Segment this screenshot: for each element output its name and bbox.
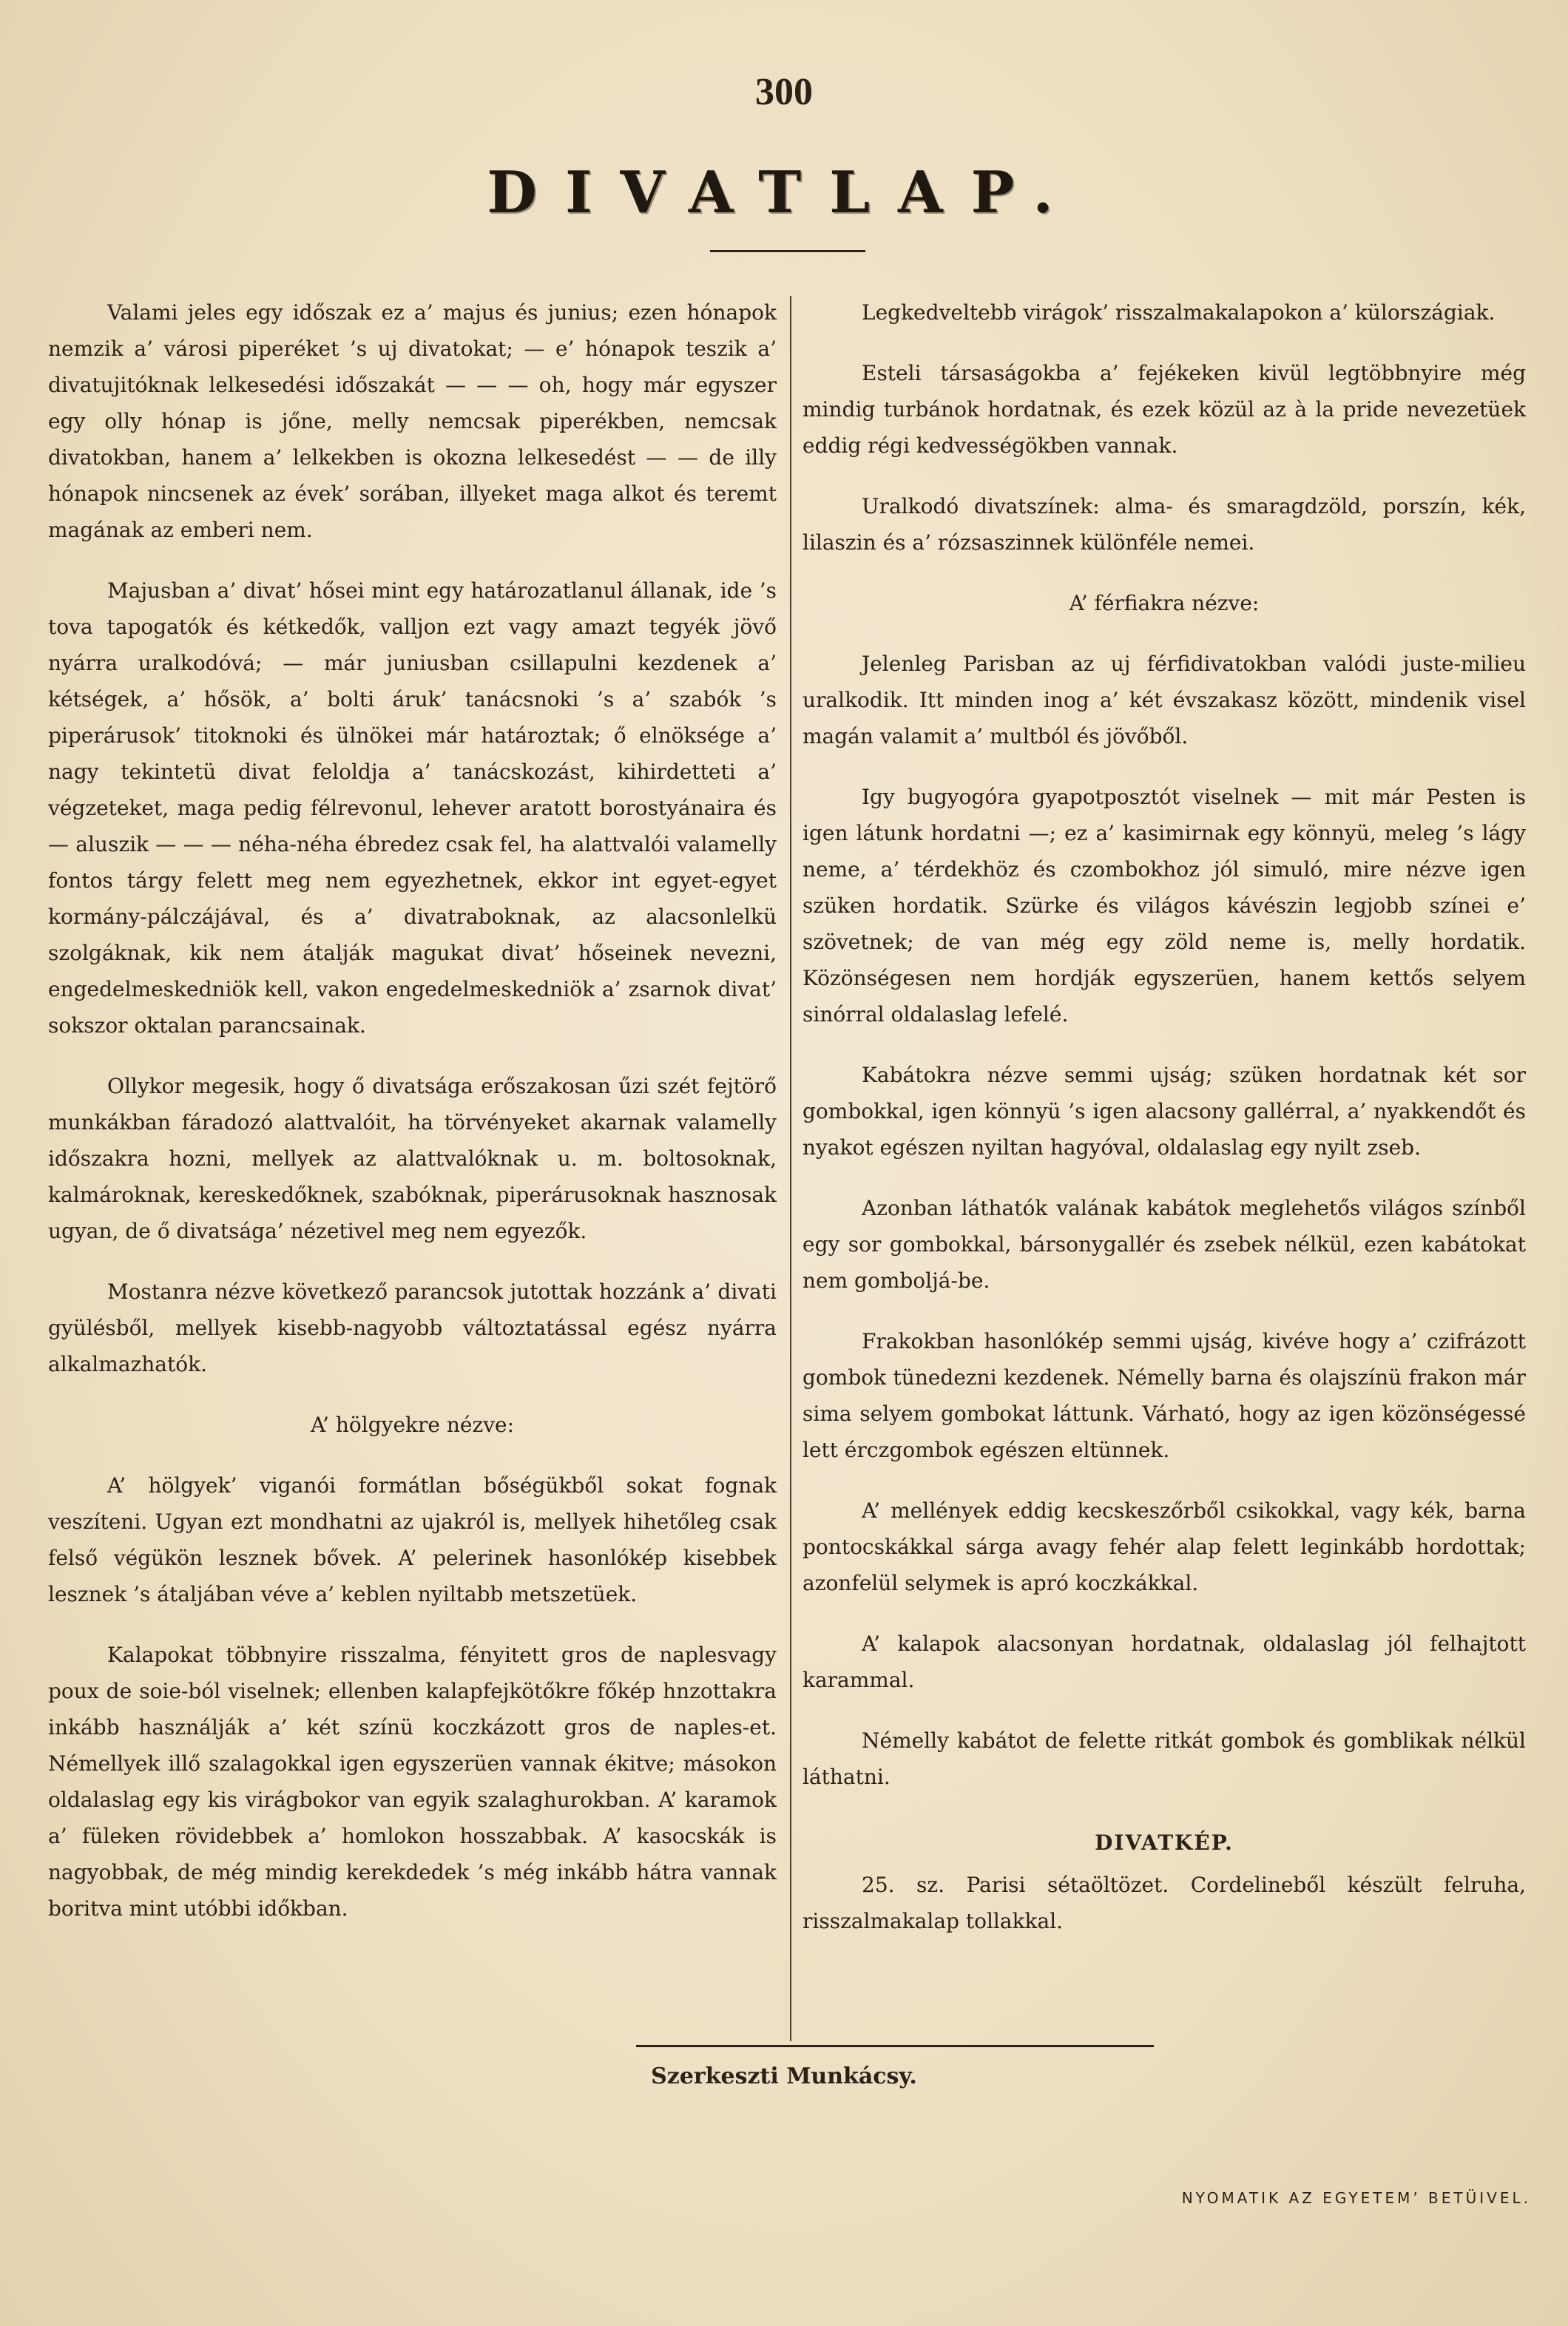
footer-rule [636,2045,1154,2047]
paragraph: Majusban a’ divat’ hősei mint egy határozatlanul állanak, ide ’s tova tapogatók és kétkedők, valljon ezt vagy amazt tegyék jövő nyárra uralkodóvá; — már juniusban csillapulni kezdenek a’ kétségek, a’ hősök, a’ bolti áruk’ tanácsnoki ’s a’ szabók ’s piperárusok’ titoknoki és ülnökei már határoztak; ő elnöksége a’ nagy tekintetü divat feloldja a’ tanácskozást, kihirdetteti a’ végzeteket, maga pedig félrevonul, lehever aratott borostyánaira és — aluszik — — — néha-néha ébredez csak fel, ha alattvalói valamelly fontos tárgy felett meg nem egyezhetnek, ekkor int egyet-egyet kormány-pálczájával, és a’ divatraboknak, az alacsonlelkü szolgáknak, kik nem átalják magukat divat’ hőseinek nevezni, engedelmeskedniök kell, vakon engedelmeskedniök a’ zsarnok divat’ sokszor oktalan parancsainak. [48,578,777,1038]
paragraph: Kalapokat többnyire risszalma, fényitett gros de naplesvagy poux de soie-ból viselnek; ellenben kalapfejkötőkre főkép hnzottakra inkább használják a’ két színü koczkázott gros de naples-et. Némellyek illő szalagokkal igen egyszerüen vannak ékitve; másokon oldalaslag egy kis virágbokor van egyik szalaghurokban. A’ karamok a’ füleken rövidebbek a’ homlokon hosszabbak. A’ kasocskák is nagyobbak, de még mindig kerekdedek ’s még inkább hátra vannak boritva mint utóbbi időkban. [48,1643,777,1921]
divatkep-heading: DIVATKÉP. [1095,1830,1234,1855]
paragraph: Esteli társaságokba a’ fejékeken kivül legtöbbnyire még mindig turbánok hordatnak, és ezek közül az à la pride nevezetüek eddig régi kedvességökben vannak. [802,361,1526,458]
paragraph: Uralkodó divatszínek: alma- és smaragdzöld, porszín, kék, lilaszin és a’ rózsaszinnek különféle nemei. [802,494,1526,555]
editor-credit: Szerkeszti Munkácsy. [651,2063,917,2089]
masthead-title: DIVATLAP. [487,159,1081,226]
paragraph: Frakokban hasonlókép semmi ujság, kivéve hogy a’ czifrázott gombok tünedezni kezdenek. Némelly barna és olajszínü frakon már sima selyem gombokat láttunk. Várható, hogy az igen közönségessé lett érczgombok egészen eltünnek. [802,1329,1526,1462]
left-column [48,294,777,1951]
paragraph: Azonban láthatók valának kabátok meglehetős világos színből egy sor gombokkal, bársonygallér és zsebek nélkül, ezen kabátokat nem gomboljá-be. [802,1196,1526,1293]
section-heading-ladies: A’ hölgyekre nézve: [310,1413,515,1437]
right-column [802,294,1526,1964]
paragraph: Valami jeles egy időszak ez a’ majus és junius; ezen hónapok nemzik a’ városi piperéket ’s uj divatokat; — e’ hónapok teszik a’ divatujitóknak lelkesedési időszakát — — — oh, hogy már egyszer egy olly hónap is jőne, melly nemcsak piperékben, nemcsak divatokban, hanem a’ lelkekben is okozna lelkesedést — — de illy hónapok nincsenek az évek’ sorában, illyeket maga alkot és teremt magának az emberi nem. [48,300,777,542]
paragraph: A’ mellények eddig kecskeszőrből csikokkal, vagy kék, barna pontocskákkal sárga avagy fehér alap felett leginkább hordottak; azonfelül selymek is apró koczkákkal. [802,1498,1526,1595]
masthead-rule [710,250,865,252]
paragraph: A’ kalapok alacsonyan hordatnak, oldalaslag jól felhajtott karammal. [802,1632,1526,1692]
section-heading-men: A’ férfiakra nézve: [1069,591,1260,615]
paragraph: Jelenleg Parisban az uj férfidivatokban valódi juste-milieu uralkodik. Itt minden inog a’ két évszakasz között, mindenik visel magán valamit a’ multból és jövőből. [802,652,1526,748]
paragraph: Ollykor megesik, hogy ő divatsága erőszakosan űzi szét fejtörő munkákban fáradozó alattvalóit, ha törvényeket akarnak valamelly időszakra hozni, mellyek az alattvalóknak u. m. boltosoknak, kalmároknak, kereskedőknek, szabóknak, piperárusoknak hasznosak ugyan, de ő divatsága’ nézetivel meg nem egyezők. [48,1074,777,1243]
page-number: 300 [755,71,813,113]
paragraph: A’ hölgyek’ viganói formátlan bőségükből sokat fognak veszíteni. Ugyan ezt mondhatni az ujakról is, mellyek hihetőleg csak felső végükön lesznek bővek. A’ pelerinek hasonlókép kisebbek lesznek ’s átaljában véve a’ keblen nyiltabb metszetüek. [48,1473,777,1606]
paragraph: Mostanra nézve következő parancsok jutottak hozzánk a’ divati gyülésből, mellyek kisebb-nagyobb változtatással egész nyárra alkalmazhatók. [48,1279,777,1376]
paragraph: Kabátokra nézve semmi ujság; szüken hordatnak két sor gombokkal, igen könnyü ’s igen alacsony gallérral, a’ nyakkendőt és nyakot egészen nyiltan hagyóval, oldalaslag egy nyilt zseb. [802,1063,1526,1160]
printer-imprint: NYOMATIK AZ EGYETEM’ BETÜIVEL. [1181,2189,1531,2207]
column-divider [790,296,791,2041]
paragraph: Igy bugyogóra gyapotposztót viselnek — mit már Pesten is igen látunk hordatni —; ez a’ kasimirnak egy könnyü, meleg ’s lágy neme, a’ térdekhöz és czombokhoz jól simuló, mire nézve igen szüken hordatik. Szürke és világos kávészin legjobb színei e’ szövetnek; de van még egy zöld neme is, melly hordatik. Közönségesen nem hordják egyszerüen, hanem kettős selyem sinórral oldalaslag lefelé. [802,785,1526,1027]
paragraph: Némelly kabátot de felette ritkát gombok és gomblikak nélkül láthatni. [802,1728,1526,1789]
divatkep-text: 25. sz. Parisi sétaöltözet. Cordelineből készült felruha, risszalmakalap tollakkal. [802,1873,1526,1933]
paragraph: Legkedveltebb virágok’ risszalmakalapokon a’ külországiak. [862,300,1496,325]
